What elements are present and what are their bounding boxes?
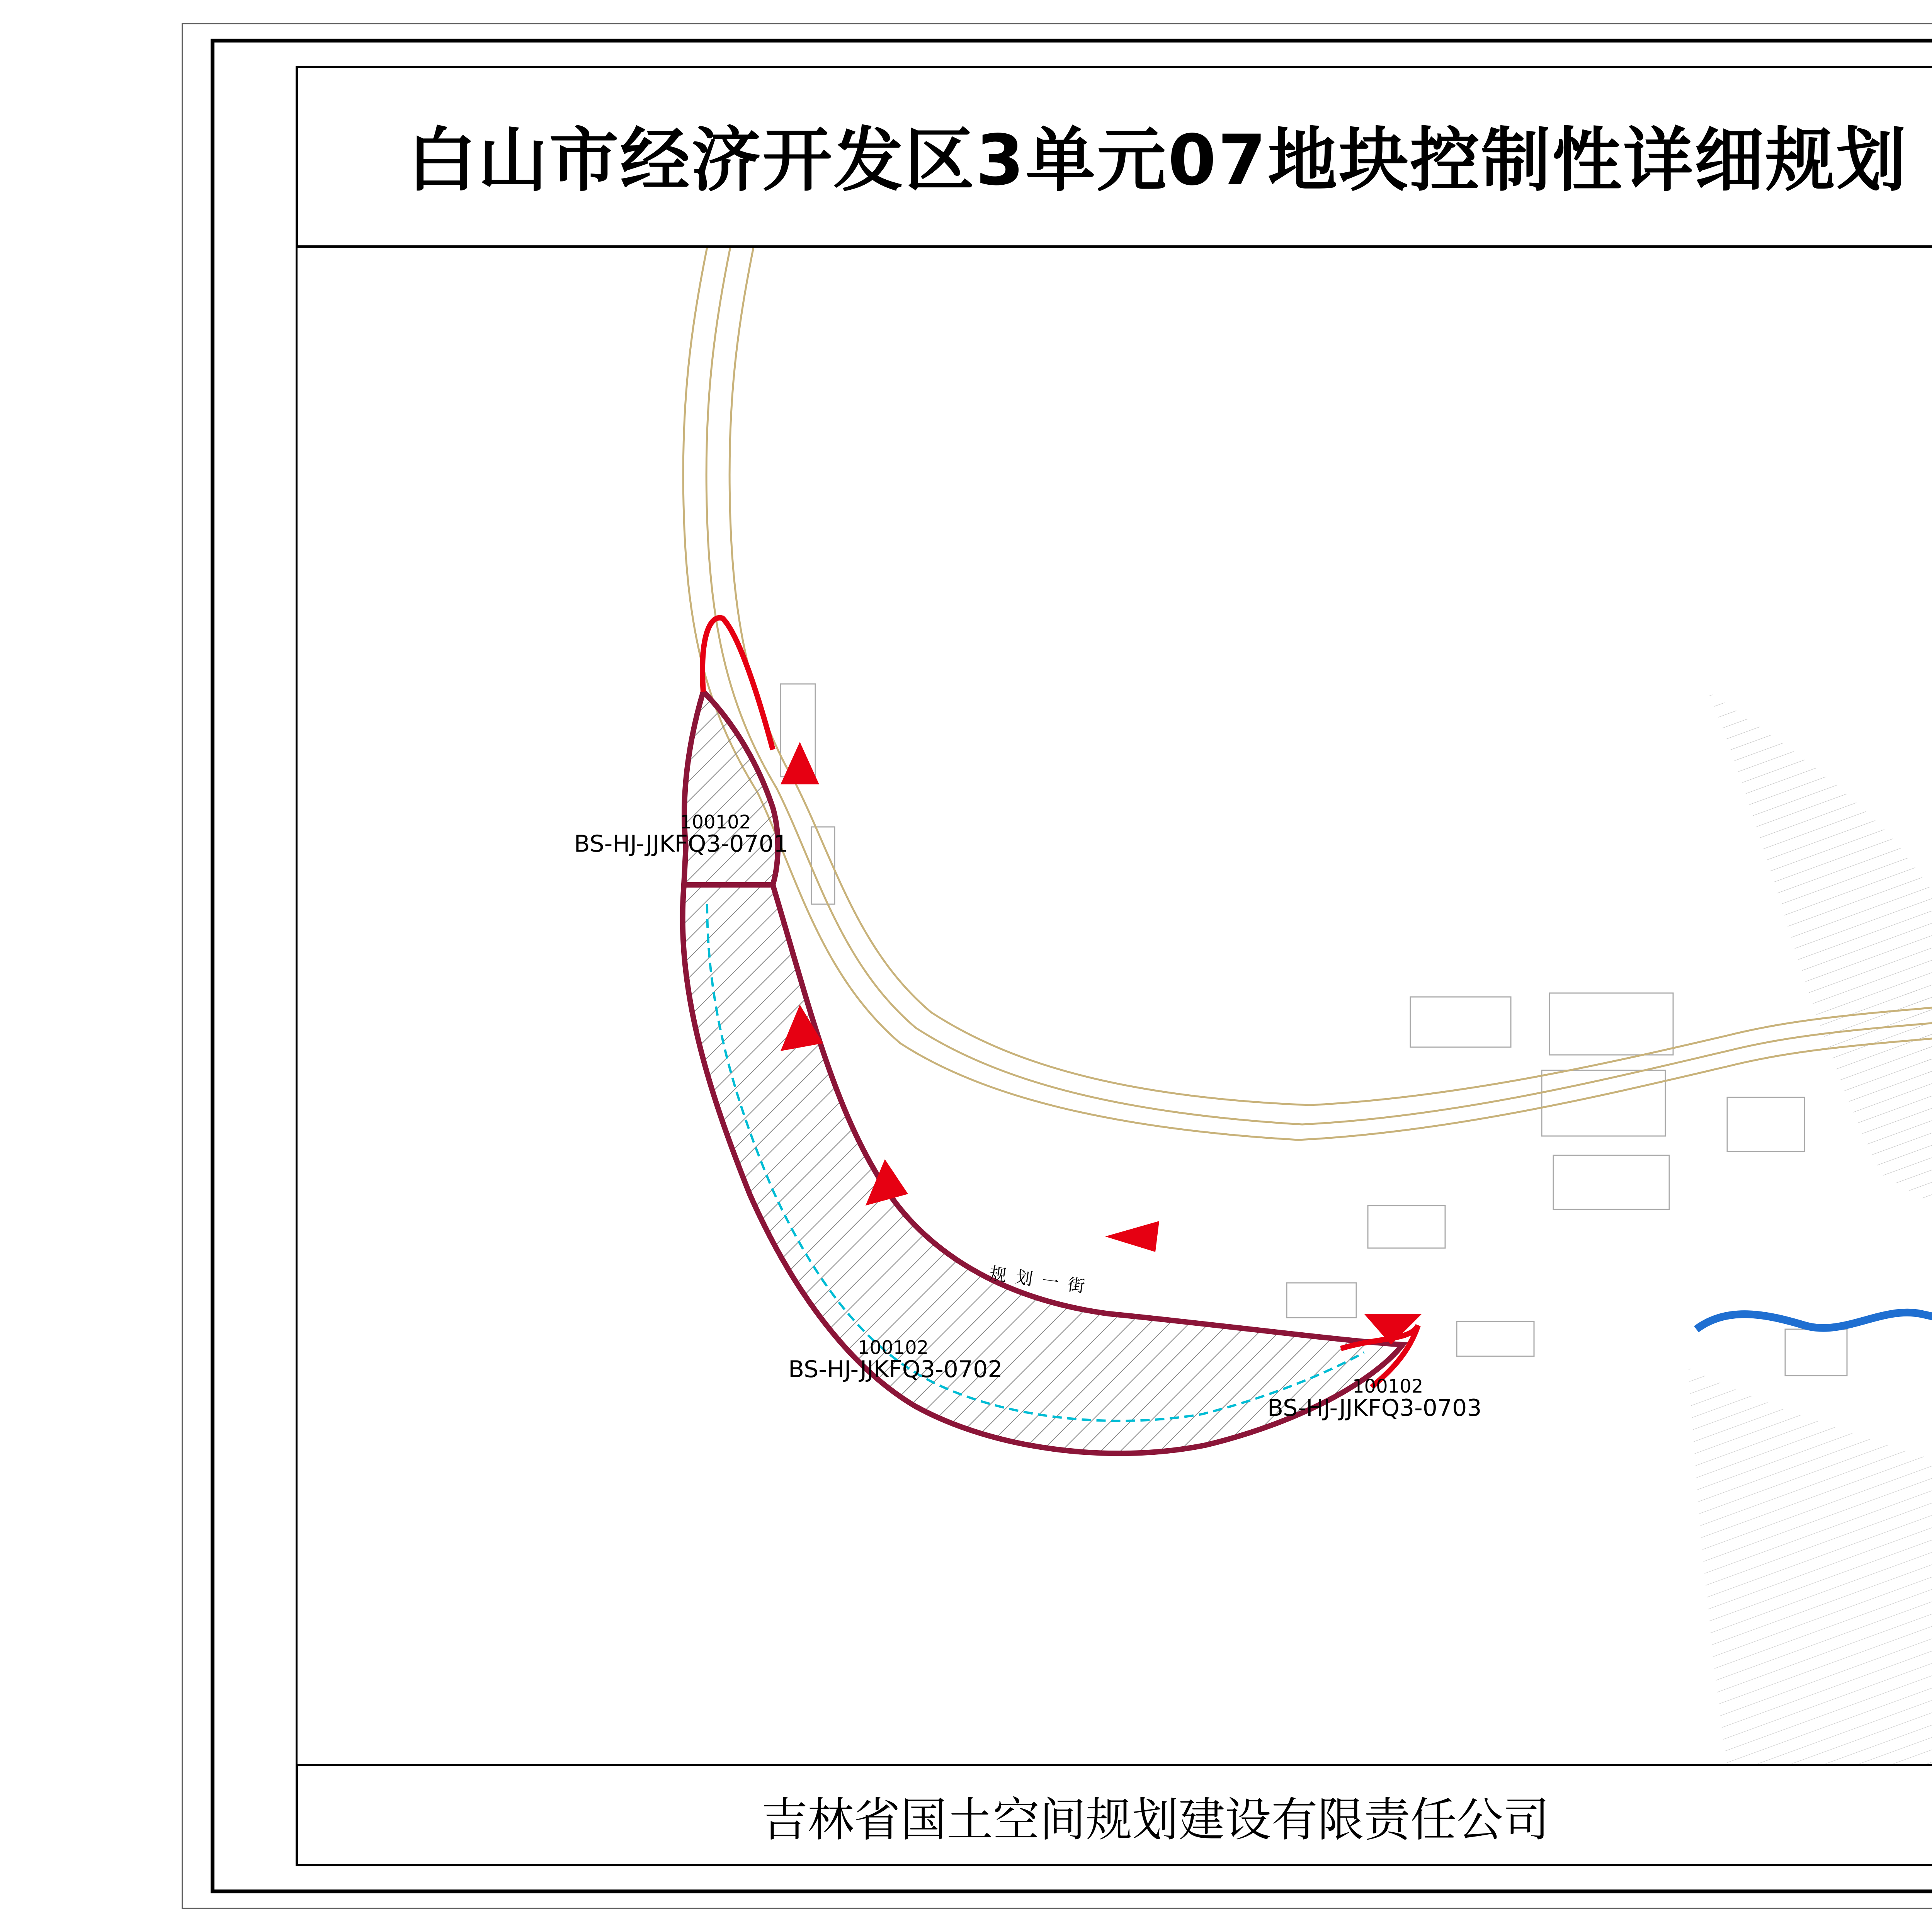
map-background [298,247,1932,1766]
block-id: BS-HJ-JJKFQ3-0702 [788,1356,1003,1383]
block-id: BS-HJ-JJKFQ3-0701 [574,830,788,857]
block-label-0703 [1267,1376,1546,1422]
block-label-0702 [788,1337,1066,1383]
block-code: 100102 [1352,1376,1423,1397]
block-label-0701 [564,811,788,855]
block-code: 100102 [680,811,751,833]
block-code: 100102 [858,1337,929,1359]
page-title: 白山市经济开发区3单元07地块控制性详细规划 [407,120,1908,201]
company-name: 吉林省国土空间规划建设有限责任公司 [761,1793,1549,1847]
road-name-label: 规划一街 [988,1264,1095,1298]
title-divider [296,245,1932,248]
block-id: BS-HJ-JJKFQ3-0703 [1267,1395,1482,1422]
planning-map [298,247,1932,1766]
